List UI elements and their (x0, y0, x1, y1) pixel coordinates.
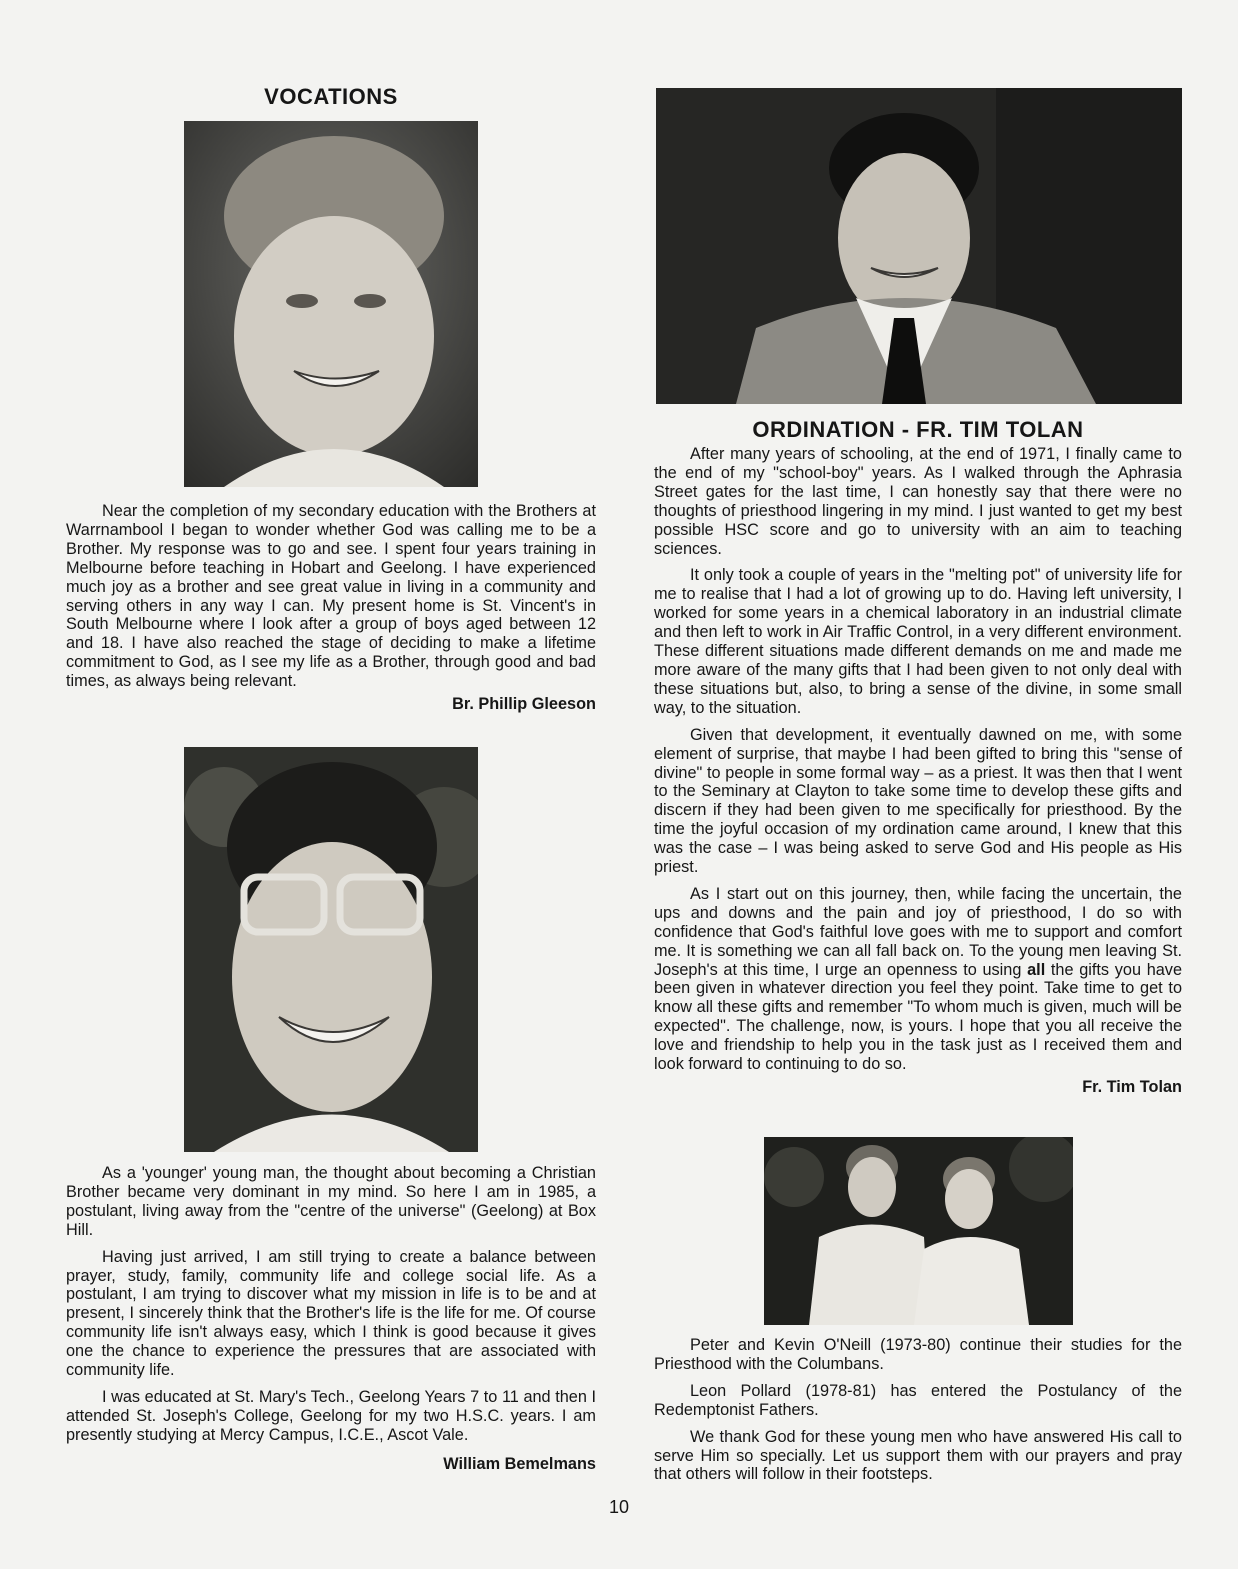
gleeson-paragraph: Near the completion of my secondary education with the Brothers at Warrnambool I began to wonder whether God was calling me to be a Brother. My response was to go and see. I spent four years training in Melbourne before teaching in Hobart and Geelong. I have experienced much joy as a brother and see great value in living in a community and serving others in any way I can. My present home is St. Vincent's in South Melbourne where I look after a group of boys aged between 12 and 18. I have also reached the stage of deciding to make a lifetime commitment to God, as I see my life as a Brother, through good and bad times, as always being relevant. (66, 502, 596, 691)
tolan-text-span: As I start out on this journey, then, while facing the uncertain, the ups and downs and the pain and joy of priesthood, I do so with confidence that God's faithful love goes with me to support and comfort me. It is something we can all fall back on. To the young men leaving St. Joseph's at this time, I urge an openness to using (654, 884, 1182, 979)
oneill-paragraph: We thank God for these young men who have answered His call to serve Him so specially. Let us support them with our prayers and pray that others will follow in their footsteps. (654, 1427, 1182, 1484)
tolan-paragraph (654, 885, 1182, 1074)
oneill-paragraph: Peter and Kevin O'Neill (1973-80) continue their studies for the Priesthood with the Columbans. (654, 1336, 1182, 1373)
page-number: 10 (608, 1497, 630, 1517)
tolan-bold-word: all (1027, 960, 1046, 979)
tolan-paragraph: After many years of schooling, at the end of 1971, I finally came to the end of my "school-boy" years. As I walked through the Aphrasia Street gates for the last time, I can honestly say that there were no thoughts of priesthood lingering in my mind. I just wanted to get my best possible HSC score and go to university with an aim to teaching sciences. (654, 445, 1182, 558)
bemelmans-paragraph: As a 'younger' young man, the thought about becoming a Christian Brother became very dominant in my mind. So here I am in 1985, a postulant, living away from the "centre of the universe" (Geelong) at Box Hill. (66, 1164, 596, 1239)
ordination-heading: ORDINATION - FR. TIM TOLAN (752, 417, 1084, 442)
bemelmans-paragraph: I was educated at St. Mary's Tech., Geelong Years 7 to 11 and then I attended St. Joseph's College, Geelong for my two H.S.C. years. I am presently studying at Mercy Campus, I.C.E., Ascot Vale. (66, 1387, 596, 1444)
bemelmans-signature: William Bemelmans (443, 1454, 596, 1473)
bemelmans-article (66, 1164, 596, 1474)
bemelmans-paragraph: Having just arrived, I am still trying to create a balance between prayer, study, family, community life and college social life. As a postulant, I am trying to discover what my mission in life is to be and at present, I sincerely think that the Brother's life is the life for me. Of course community life isn't always easy, which I think is good because it gives one the chance to experience the pressures that are associated with community life. (66, 1247, 596, 1380)
tolan-text-span: the gifts you have been given in whatever direction you feel they point. Take time to get to know all these gifts and remember "To whom much is given, much will be expected". The challenge, now, is yours. I hope that you all receive the love and friendship to help you in the task just as I received them and look forward to continuing to do so. (654, 960, 1182, 1074)
portrait-photo-gleeson (184, 121, 478, 487)
tolan-signature: Fr. Tim Tolan (1082, 1078, 1182, 1096)
portrait-photo-bemelmans (184, 747, 478, 1152)
oneill-paragraph: Leon Pollard (1978-81) has entered the Postulancy of the Redemptonist Fathers. (654, 1381, 1182, 1419)
tolan-article (654, 445, 1182, 1097)
tolan-paragraph: Given that development, it eventually dawned on me, with some element of surprise, that maybe I had been gifted to bring this "sense of divine" to people in some formal way – as a priest. It was then that I went to the Seminary at Clayton to take some time to develop these gifts and discern if they had been given to me specifically for priesthood. By the time the joyful occasion of my ordination came around, I knew that this was the case – I was being asked to serve God and His people as His priest. (654, 725, 1182, 877)
gleeson-signature: Br. Phillip Gleeson (452, 695, 596, 714)
portrait-photo-tolan (656, 88, 1182, 404)
tolan-paragraph: It only took a couple of years in the "melting pot" of university life for me to realise that I had a lot of growing up to do. Having left university, I worked for some years in a chemical laboratory in an industrial climate and then left to work in Air Traffic Control, in a very different environment. These different situations made different demands on me and made me more aware of the many gifts that I had been given to not only deal with these situations but, also, to bring a sense of the divine, in some small way, to the situation. (654, 566, 1182, 717)
group-photo-oneill (764, 1137, 1073, 1325)
vocations-heading: VOCATIONS (264, 84, 398, 109)
gleeson-article (66, 502, 596, 714)
oneill-article (654, 1336, 1182, 1484)
